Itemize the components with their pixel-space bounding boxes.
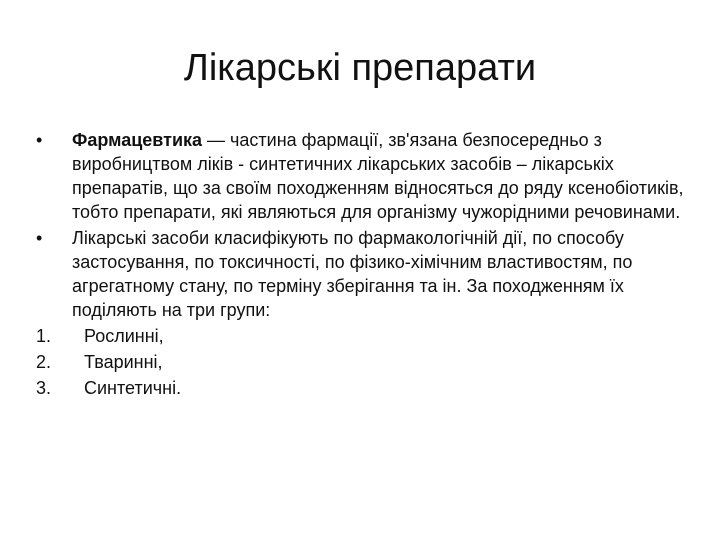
numbered-item-1 <box>36 324 696 348</box>
number-marker: 2. <box>36 352 52 372</box>
numbered-item-3 <box>36 376 696 400</box>
numbered-text: Тваринні, <box>84 352 163 372</box>
slide-title: Лікарські препарати <box>183 47 537 89</box>
numbered-item-2 <box>36 350 696 374</box>
numbered-text: Синтетичні. <box>84 378 182 398</box>
bullet-item-2 <box>36 226 696 322</box>
slide-body <box>36 128 696 402</box>
bullet-text: — частина фармації, зв'язана безпосередньо з виробництвом ліків - синтетичних лікарських засобів – лікарськіх препаратів, що за своїм походженням відносяться до ряду ксенобіотиків, тобто препарати, які являються для організму чужорідними речовинами. <box>72 130 684 222</box>
numbered-text: Рослинні, <box>84 326 164 346</box>
number-marker: 3. <box>36 378 52 398</box>
bullet-marker: • <box>36 130 43 150</box>
bullet-item-1 <box>36 128 696 224</box>
bullet-marker: • <box>36 228 43 248</box>
number-marker: 1. <box>36 326 52 346</box>
bullet-lead-term: Фармацевтика <box>72 130 203 150</box>
bullet-text: Лікарські засоби класифікують по фармакологічній дії, по способу застосування, по токсичності, по фізико-хімічним властивостям, по агрегатному стану, по терміну зберігання та ін. За походженням їх поділяють на три групи: <box>72 228 633 320</box>
